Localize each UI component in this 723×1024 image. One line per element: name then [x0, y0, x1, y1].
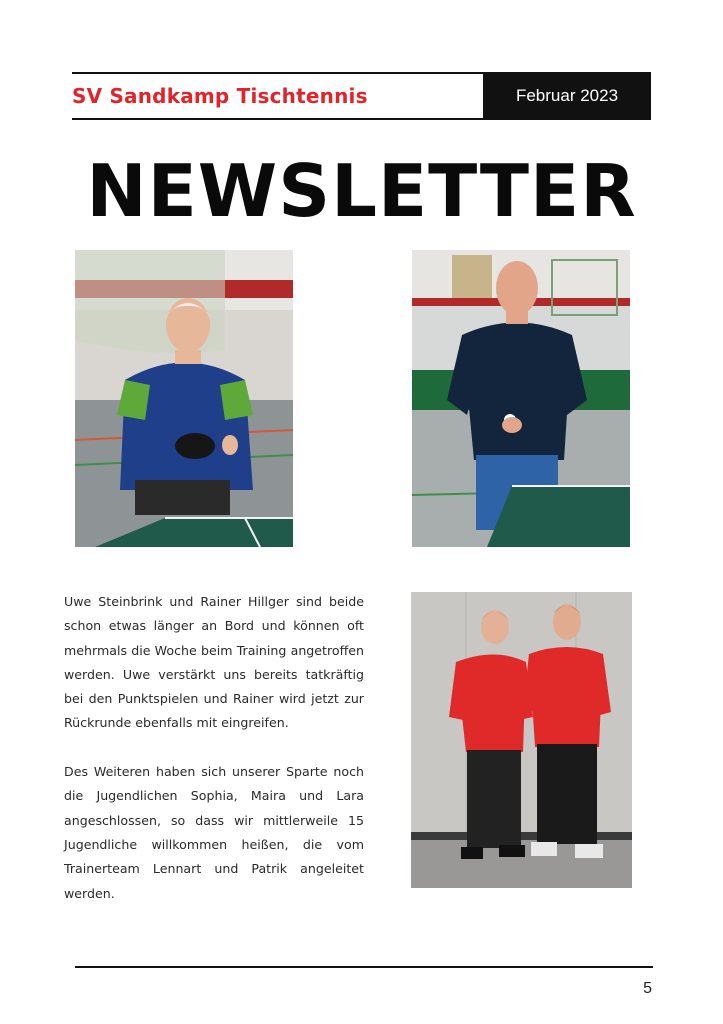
header-bottom-rule	[72, 118, 483, 120]
paragraph-youth: Des Weiteren haben sich unserer Sparte noch die Jugendlichen Sophia, Maira und Lara angeschlossen, so dass wir mittlerweile 15 Jugendliche willkommen heißen, die vom Trainerteam Lennart und Patrik angeleitet werden.	[64, 764, 364, 901]
footer-rule	[75, 966, 653, 968]
photo-uwe-steinbrink	[75, 250, 293, 547]
photo-rainer-hillger	[412, 250, 630, 547]
club-name: SV Sandkamp Tischtennis	[72, 84, 368, 108]
header-top-rule	[72, 72, 483, 74]
issue-date: Februar 2023	[483, 72, 651, 120]
photo-trainer-team	[411, 592, 632, 888]
page-number: 5	[643, 980, 652, 997]
newsletter-header	[72, 72, 651, 120]
paragraph-new-members: Uwe Steinbrink und Rainer Hillger sind beide schon etwas länger an Bord und können oft mehrmals die Woche beim Training angetroffen werden. Uwe verstärkt uns bereits tatkräftig bei den Punktspielen und Rainer wird jetzt zur Rückrunde ebenfalls mit eingreifen.	[64, 594, 364, 731]
newsletter-title: NEWSLETTER	[86, 149, 637, 233]
article-text	[64, 590, 364, 906]
